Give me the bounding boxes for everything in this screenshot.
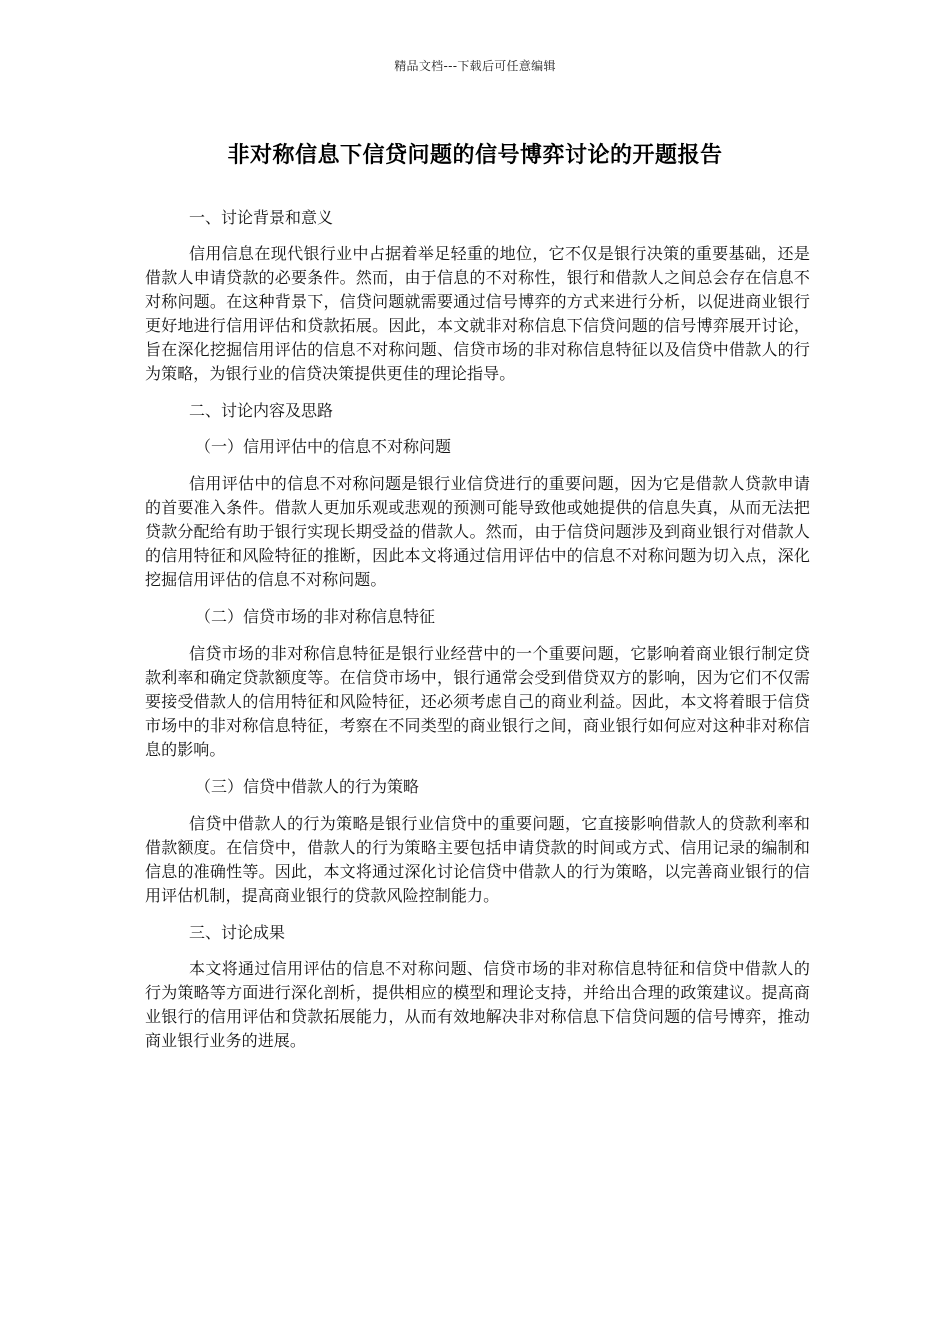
paragraph-credit-evaluation: 信用评估中的信息不对称问题是银行业信贷进行的重要问题，因为它是借款人贷款申请的首要准入条件。借款人更加乐观或悲观的预测可能导致他或她提供的信息失真，从而无法把贷款分配给有助于银行实现长期受益的借款人。然而，由于信贷问题涉及到商业银行对借款人的信用特征和风险特征的推断，因此本文将通过信用评估中的信息不对称问题为切入点，深化挖掘信用评估的信息不对称问题。 [145, 474, 810, 589]
subheading-borrower-strategy: （三）信贷中借款人的行为策略 [195, 777, 420, 796]
section-heading-results: 三、讨论成果 [189, 923, 286, 942]
paragraph-background: 信用信息在现代银行业中占据着举足轻重的地位，它不仅是银行决策的重要基础，还是借款人申请贷款的必要条件。然而，由于信息的不对称性，银行和借款人之间总会存在信息不对称问题。在这种背景下，信贷问题就需要通过信号博弈的方式来进行分析，以促进商业银行更好地进行信用评估和贷款拓展。因此，本文就非对称信息下信贷问题的信号博弈展开讨论，旨在深化挖掘信用评估的信息不对称问题、信贷市场的非对称信息特征以及信贷中借款人的行为策略，为银行业的信贷决策提供更佳的理论指导。 [145, 244, 810, 383]
paragraph-results: 本文将通过信用评估的信息不对称问题、信贷市场的非对称信息特征和信贷中借款人的行为策略等方面进行深化剖析，提供相应的模型和理论支持，并给出合理的政策建议。提高商业银行的信用评估和贷款拓展能力，从而有效地解决非对称信息下信贷问题的信号博弈，推动商业银行业务的进展。 [145, 959, 810, 1050]
document-title: 非对称信息下信贷问题的信号博弈讨论的开题报告 [227, 143, 723, 168]
header-note: 精品文档---下载后可任意编辑 [394, 59, 556, 73]
paragraph-credit-market: 信贷市场的非对称信息特征是银行业经营中的一个重要问题，它影响着商业银行制定贷款利率和确定贷款额度等。在信贷市场中，银行通常会受到借贷双方的影响，因为它们不仅需要接受借款人的信用特征和风险特征，还必须考虑自己的商业利益。因此，本文将着眼于信贷市场中的非对称信息特征，考察在不同类型的商业银行之间，商业银行如何应对这种非对称信息的影响。 [145, 644, 810, 759]
section-heading-background: 一、讨论背景和意义 [189, 208, 334, 227]
paragraph-borrower-strategy: 信贷中借款人的行为策略是银行业信贷中的重要问题，它直接影响借款人的贷款利率和借款额度。在信贷中，借款人的行为策略主要包括申请贷款的时间或方式、信用记录的编制和信息的准确性等。因此，本文将通过深化讨论信贷中借款人的行为策略，以完善商业银行的信用评估机制，提高商业银行的贷款风险控制能力。 [145, 814, 810, 905]
section-heading-content: 二、讨论内容及思路 [189, 401, 334, 420]
document-body [145, 206, 810, 1066]
subheading-credit-evaluation: （一）信用评估中的信息不对称问题 [195, 437, 452, 456]
subheading-credit-market: （二）信贷市场的非对称信息特征 [195, 607, 436, 626]
